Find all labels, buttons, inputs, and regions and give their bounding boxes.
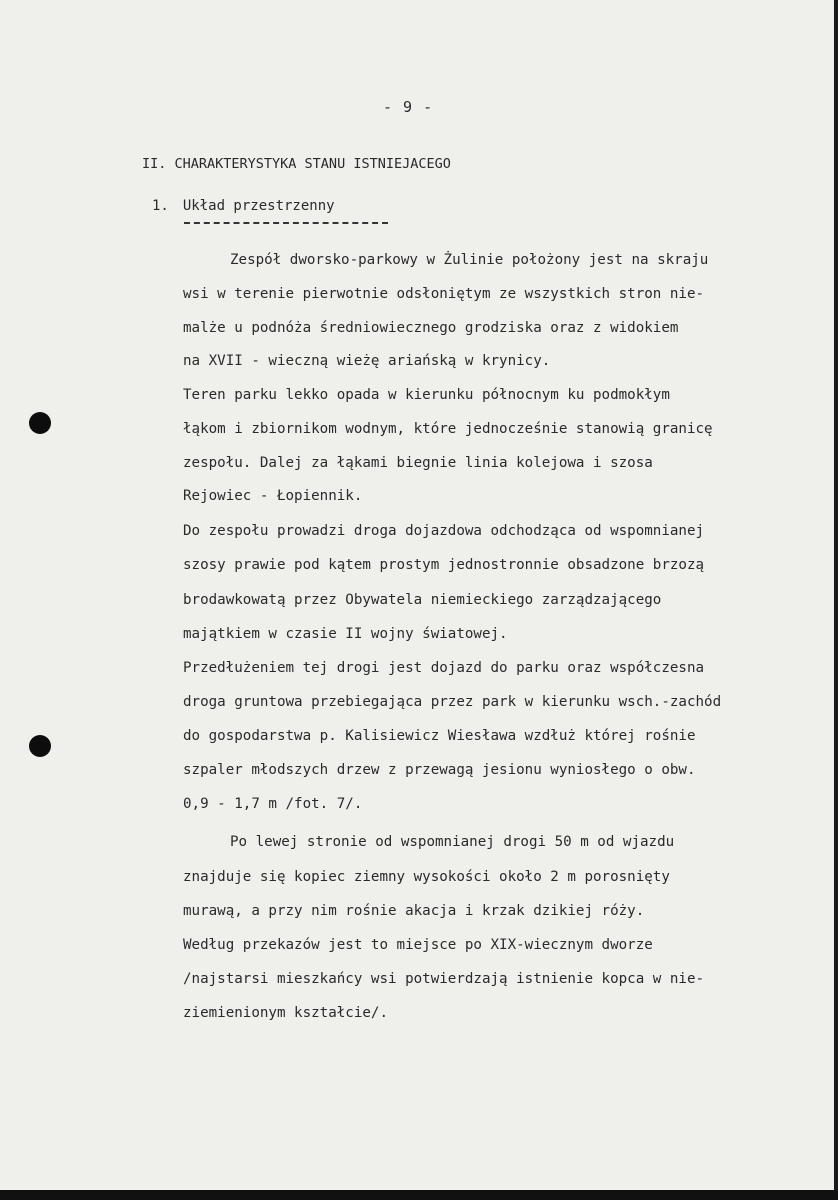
text-line: do gospodarstwa p. Kalisiewicz Wiesława wzdłuż której rośnie [183,728,696,744]
subsection-number: 1. [152,198,169,214]
subsection-heading [152,198,335,214]
text-line: Rejowiec - Łopiennik. [183,488,363,504]
subsection-underline [184,222,388,224]
text-line: brodawkowatą przez Obywatela niemieckiego zarządzającego [183,592,662,608]
text-line: znajduje się kopiec ziemny wysokości około 2 m porosnięty [183,869,670,885]
punch-hole [29,412,51,434]
punch-hole [29,735,51,757]
text-line: Do zespołu prowadzi droga dojazdowa odchodząca od wspomnianej [183,523,705,539]
text-line: /najstarsi mieszkańcy wsi potwierdzają istnienie kopca w nie- [183,971,705,987]
text-line: szosy prawie pod kątem prostym jednostronnie obsadzone brzozą [183,557,705,573]
text-line: szpaler młodszych drzew z przewagą jesionu wyniosłego o obw. [183,762,696,778]
text-line: malże u podnóża średniowiecznego grodziska oraz z widokiem [183,320,679,336]
text-line: 0,9 - 1,7 m /fot. 7/. [183,796,363,812]
subsection-title: Układ przestrzenny [182,198,335,214]
text-line: wsi w terenie pierwotnie odsłoniętym ze wszystkich stron nie- [183,286,705,302]
text-line: łąkom i zbiornikom wodnym, które jednocześnie stanowią granicę [183,421,713,437]
text-line: Według przekazów jest to miejsce po XIX-wiecznym dworze [183,937,653,953]
text-line: droga gruntowa przebiegająca przez park w kierunku wsch.-zachód [183,694,722,710]
text-line: majątkiem w czasie II wojny światowej. [183,626,508,642]
text-line: ziemienionym kształcie/. [183,1005,388,1021]
text-line: zespołu. Dalej za łąkami biegnie linia kolejowa i szosa [183,455,653,471]
text-line: na XVII - wieczną wieżę ariańską w krynicy. [183,353,551,369]
scan-bottom-edge [0,1190,838,1200]
text-line: Po lewej stronie od wspomnianej drogi 50 m od wjazdu [230,834,675,850]
text-line: Przedłużeniem tej drogi jest dojazd do parku oraz współczesna [183,660,705,676]
text-line: Teren parku lekko opada w kierunku północnym ku podmokłym [183,387,670,403]
text-line: Zespół dworsko-parkowy w Żulinie położony jest na skraju [230,252,709,268]
section-title: II. CHARAKTERYSTYKA STANU ISTNIEJACEGO [142,156,451,172]
page-number: - 9 - [383,98,434,116]
text-line: murawą, a przy nim rośnie akacja i krzak dzikiej róży. [183,903,645,919]
